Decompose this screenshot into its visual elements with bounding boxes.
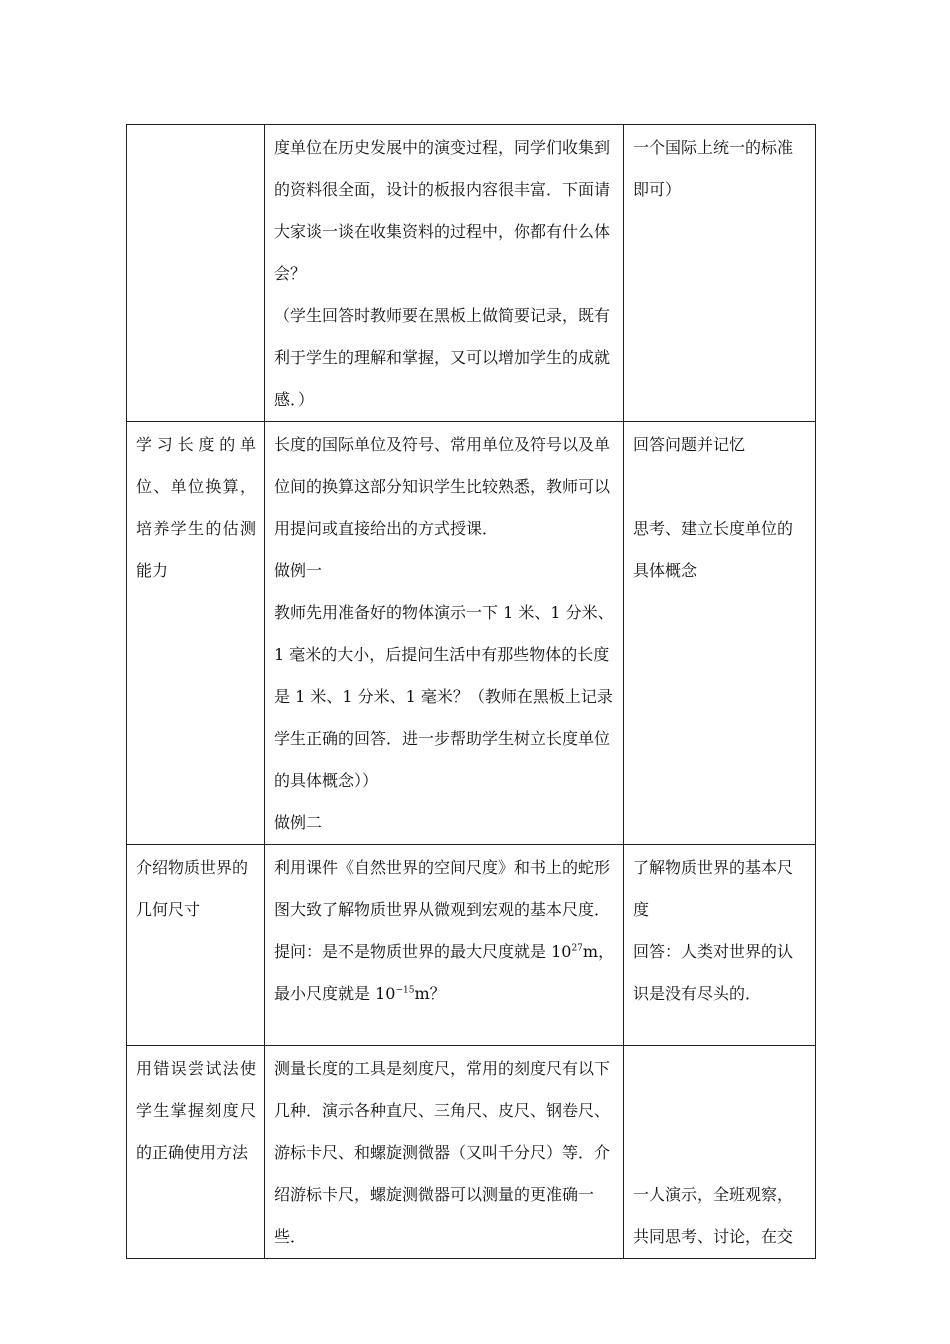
paragraph <box>274 931 615 1015</box>
table-row <box>127 422 816 845</box>
paragraph: 思考、建立长度单位的具体概念 <box>633 519 794 580</box>
paragraph: 用错误尝试法使学生掌握刻度尺的正确使用方法 <box>136 1059 256 1162</box>
paragraph: 回答：人类对世界的认识是没有尽头的． <box>633 942 794 1003</box>
paragraph: 做例二 <box>274 813 323 832</box>
paragraph: 一个国际上统一的标准即可） <box>633 138 794 199</box>
paragraph: 做例一 <box>274 561 323 580</box>
exponent: −15 <box>395 985 415 996</box>
stage-cell <box>127 422 265 845</box>
paragraph: 度单位在历史发展中的演变过程，同学们收集到的资料很全面，设计的板报内容很丰富．下面请大家谈一谈在收集资料的过程中，你都有什么体会？ <box>274 138 611 283</box>
paragraph: 介绍物质世界的几何尺寸 <box>136 858 249 919</box>
stage-cell <box>127 845 265 1046</box>
lesson-plan-table <box>126 124 816 1259</box>
stage-cell <box>127 125 265 422</box>
paragraph: 长度的国际单位及符号、常用单位及符号以及单位间的换算这部分知识学生比较熟悉，教师可以用提问或直接给出的方式授课． <box>274 435 611 538</box>
blank-line <box>633 466 807 508</box>
paragraph: （学生回答时教师要在黑板上做简要记录，既有利于学生的理解和掌握，又可以增加学生的成就感．） <box>274 306 611 409</box>
student-activity-cell <box>624 422 816 845</box>
paragraph: 学习长度的单位、单位换算，培养学生的估测能力 <box>136 435 256 580</box>
paragraph: 一人演示，全班观察，共同思考、讨论，在交 <box>633 1185 794 1246</box>
student-activity-cell <box>624 125 816 422</box>
paragraph: 利用课件《自然世界的空间尺度》和书上的蛇形图大致了解物质世界从微观到宏观的基本尺度． <box>274 858 611 919</box>
table-row <box>127 845 816 1046</box>
table-row <box>127 125 816 422</box>
student-activity-cell <box>624 845 816 1046</box>
student-activity-cell <box>624 1046 816 1259</box>
teacher-activity-cell <box>265 845 624 1046</box>
question-text: m？ <box>414 984 446 1003</box>
paragraph: 教师先用准备好的物体演示一下 1 米、1 分米、1 毫米的大小，后提问生活中有那些物体的长度是 1 米、1 分米、1 毫米？（教师在黑板上记录学生正确的回答．进一步帮助学生树立长度单位的具体概念）） <box>274 603 614 790</box>
question-text: 提问：是不是物质世界的最大尺度就是 10 <box>274 942 572 961</box>
paragraph: 回答问题并记忆 <box>633 435 746 454</box>
teacher-activity-cell <box>265 422 624 845</box>
question-text: m，最小尺度就是 10 <box>274 942 615 1003</box>
paragraph: 了解物质世界的基本尺度 <box>633 858 794 919</box>
teacher-activity-cell <box>265 125 624 422</box>
stage-cell <box>127 1046 265 1259</box>
table-row <box>127 1046 816 1259</box>
blank-space <box>633 1048 807 1174</box>
exponent: 27 <box>571 943 583 954</box>
teacher-activity-cell <box>265 1046 624 1259</box>
paragraph: 测量长度的工具是刻度尺，常用的刻度尺有以下几种．演示各种直尺、三角尺、皮尺、钢卷尺、游标卡尺、和螺旋测微器（又叫千分尺）等．介绍游标卡尺，螺旋测微器可以测量的更准确一些． <box>274 1059 611 1246</box>
